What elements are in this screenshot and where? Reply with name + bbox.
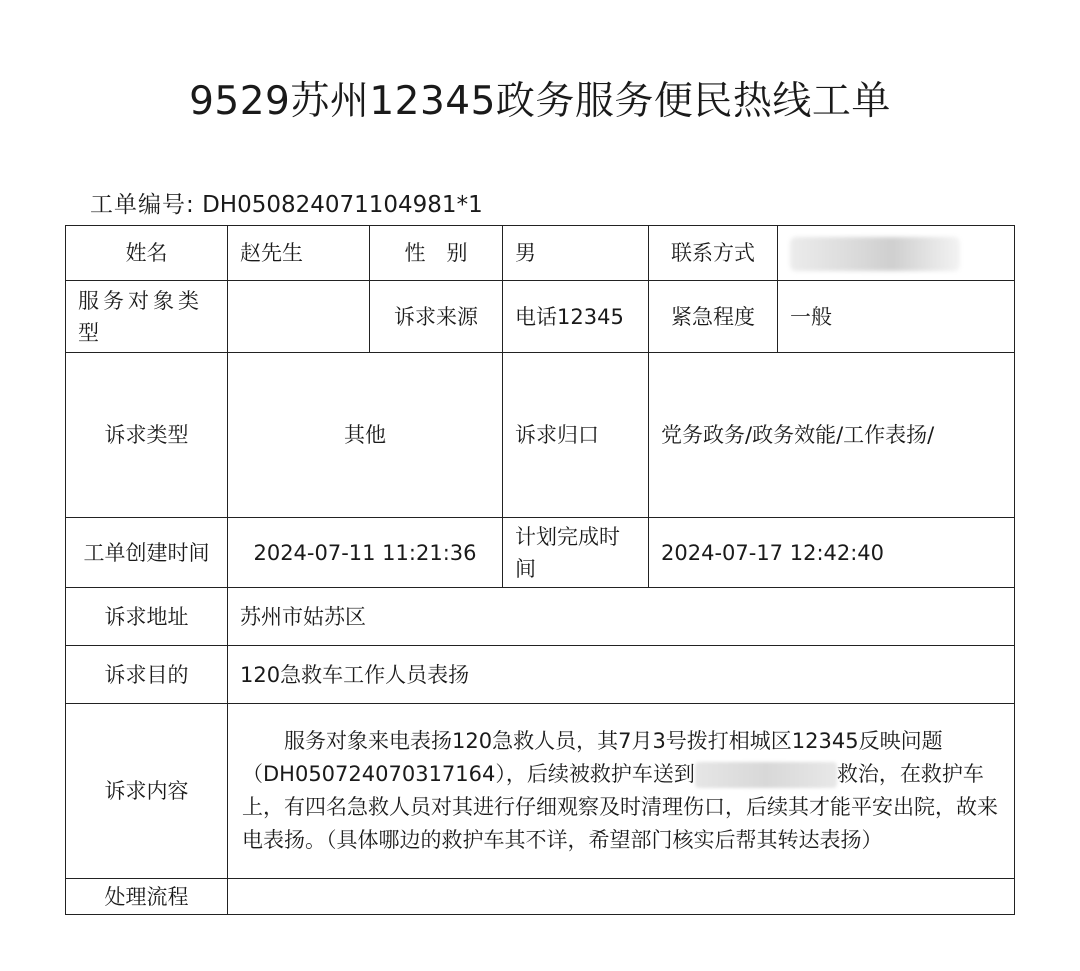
purpose-label: 诉求目的 xyxy=(66,646,228,704)
planned-label: 计划完成时间 xyxy=(503,518,649,588)
category-value: 党务政务/政务效能/工作表扬/ xyxy=(649,353,1015,518)
source-label: 诉求来源 xyxy=(370,281,503,353)
target-type-label: 服务对象类型 xyxy=(66,281,228,353)
address-value: 苏州市姑苏区 xyxy=(228,588,1015,646)
urgency-value: 一般 xyxy=(778,281,1015,353)
created-value: 2024-07-11 11:21:36 xyxy=(228,518,503,588)
table-row xyxy=(66,226,1015,281)
table-row xyxy=(66,588,1015,646)
process-label: 处理流程 xyxy=(66,879,228,915)
table-row xyxy=(66,353,1015,518)
work-order-table xyxy=(65,225,1015,915)
table-row xyxy=(66,646,1015,704)
gender-label: 性 别 xyxy=(370,226,503,281)
table-row xyxy=(66,518,1015,588)
gender-value: 男 xyxy=(503,226,649,281)
address-label: 诉求地址 xyxy=(66,588,228,646)
purpose-value: 120急救车工作人员表扬 xyxy=(228,646,1015,704)
order-number-label: 工单编号: xyxy=(90,192,195,218)
contact-label: 联系方式 xyxy=(649,226,778,281)
redacted-phone xyxy=(790,237,960,271)
name-value: 赵先生 xyxy=(228,226,370,281)
table-row xyxy=(66,879,1015,915)
created-label: 工单创建时间 xyxy=(66,518,228,588)
source-value: 电话12345 xyxy=(503,281,649,353)
page-title: 9529苏州12345政务服务便民热线工单 xyxy=(189,79,891,124)
content-text-part2: 救治，在救护车上，有四名急救人员对其进行仔细观察及时清理伤口，后续其才能平安出院，故来电表扬。（具体哪边的救护车其不详，希望部门核实后帮其转达表扬） xyxy=(242,762,998,852)
order-number-value: DH050824071104981*1 xyxy=(202,192,483,218)
name-label: 姓名 xyxy=(66,226,228,281)
content-text-part1: 服务对象来电表扬120急救人员，其7月3号拨打相城区12345反映问题（DH050724070317164），后续被救护车送到 xyxy=(242,729,943,786)
contact-value xyxy=(778,226,1015,281)
table-row xyxy=(66,704,1015,879)
type-value: 其他 xyxy=(228,353,503,518)
category-label: 诉求归口 xyxy=(503,353,649,518)
planned-value: 2024-07-17 12:42:40 xyxy=(649,518,1015,588)
redacted-hospital xyxy=(695,762,837,788)
content-label: 诉求内容 xyxy=(66,704,228,879)
type-label: 诉求类型 xyxy=(66,353,228,518)
process-value xyxy=(228,879,1015,915)
content-value xyxy=(228,704,1015,879)
order-number xyxy=(90,186,483,219)
table-row xyxy=(66,281,1015,353)
urgency-label: 紧急程度 xyxy=(649,281,778,353)
target-type-value xyxy=(228,281,370,353)
